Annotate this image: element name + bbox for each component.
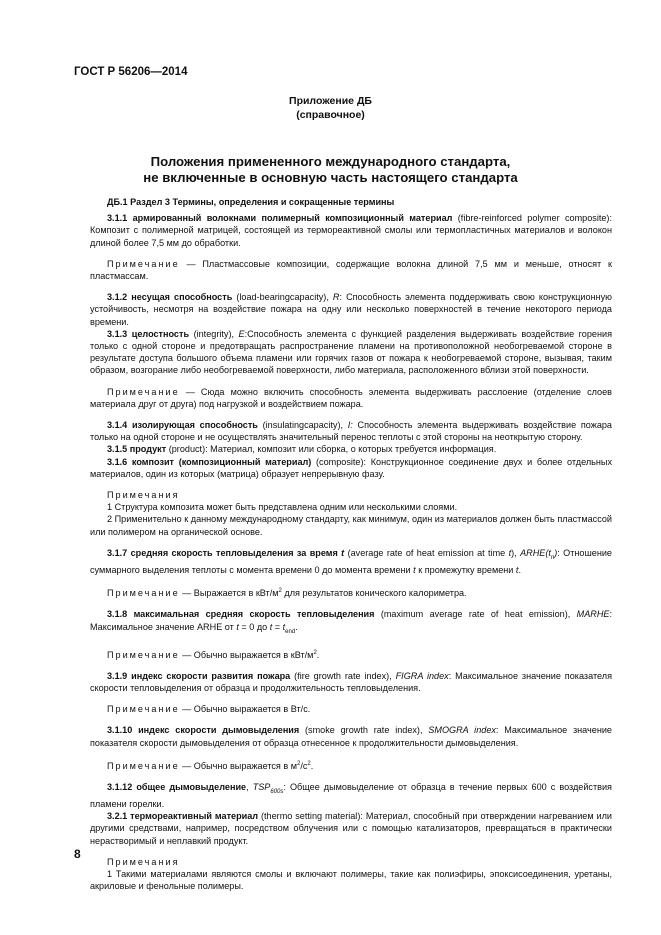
term-3-1-9 <box>90 670 612 694</box>
term-3-2-1 <box>90 810 612 847</box>
term-symbol: t <box>236 621 239 632</box>
note-sup: 2 <box>278 588 282 595</box>
term-sub: 600s <box>270 788 284 795</box>
note-text: . <box>310 760 314 771</box>
note-text: — Обычно выражается в м <box>179 760 297 771</box>
term-3-1-7 <box>90 547 612 576</box>
term-3-1-10 <box>90 724 612 748</box>
term-text: : Способность элемента поддерживать свою конструкционную устойчивость, несмотря на воздействие пожара на одну или несколько поверхностей в течение некоторого периода времени. <box>90 292 612 327</box>
term-text: (thermo setting material): Материал, способный при отверждении нагреванием или другими средствами, например, посредством облучения или с помощью катализаторов, превращаться в практически нерастворимый и неплавкий продукт. <box>90 811 612 846</box>
term-3-1-1 <box>90 212 612 249</box>
title-line-2: не включенные в основную часть настоящего стандарта <box>143 170 518 185</box>
notes-label: Примечания <box>107 856 180 867</box>
note-3-1-7 <box>90 585 612 599</box>
term-symbol: E <box>238 328 245 339</box>
term-3-1-2 <box>90 291 612 328</box>
term-name: 3.1.8 максимальная средняя скорость тепловыделения <box>107 609 375 620</box>
term-3-1-12 <box>90 781 612 810</box>
note-3-1-9 <box>90 703 612 715</box>
term-name: 3.1.6 композит (композиционный материал) <box>107 456 312 467</box>
term-symbol: t <box>508 547 512 558</box>
term-text: (product): Материал, композит или сборка, о которых требуется информация. <box>166 444 497 455</box>
note-3-1-10 <box>90 758 612 772</box>
note-3-1-1 <box>90 258 612 282</box>
note-text: . <box>316 649 320 660</box>
term-3-1-8 <box>90 608 612 637</box>
term-name: 3.1.5 продукт <box>107 444 167 455</box>
term-text: :Способность элемента с функцией разделения выдерживать воздействие горения только с одной стороне и предотвращать распространение пламени на противоположной необогреваемой стороне в результате доступа большого объема пламени или горячих газов от пожара к необогреваемой стороне, вызывая, таким образом, возгорание либо необогреваемой поверхности, либо материала, расположенного вблизи этой поверхности. <box>90 328 612 376</box>
term-text: к промежутку времени <box>415 564 516 575</box>
note-label: Примечание <box>107 386 180 397</box>
notes-label: Примечания <box>107 490 180 501</box>
title-line-1: Положения примененного международного стандарта, <box>150 154 511 169</box>
term-text: : Максимальное значение ARHE от <box>90 609 613 632</box>
term-text: = 0 до <box>238 621 270 632</box>
term-end: . <box>295 621 298 632</box>
term-name: 3.1.12 общее дымовыделение <box>107 782 247 793</box>
annex-title: Приложение ДБ <box>289 95 372 107</box>
term-symbol: I: <box>347 420 353 431</box>
term-sep: , <box>246 782 253 793</box>
note-3-1-3 <box>90 386 612 410</box>
note-sup: 2 <box>297 760 301 767</box>
note-text: /с <box>300 760 308 771</box>
term-text: : Максимальное значение показателя скорости дымовыделения от образца отнесенное к продолжительности дымовыделения. <box>90 725 612 748</box>
term-text: (fibre-reinforced polymer composite): Композит с полимерной матрицей, состоящей из термореактивной смолы или термопластичных материалов и волокон длиной более 7,5 мм до обработки. <box>90 213 612 248</box>
note-sup: 2 <box>313 649 317 656</box>
term-text: : Отношение суммарного выделения теплоты с момента времени 0 до момента времени <box>90 547 612 575</box>
section-heading: ДБ.1 Раздел 3 Термины, определения и сокращенные термины <box>107 197 395 207</box>
term-symbol: t <box>282 621 286 632</box>
term-symbol: t <box>515 564 519 575</box>
term-english: ), <box>511 547 521 558</box>
term-3-1-5 <box>90 443 612 455</box>
term-name: 3.1.1 армированный волокнами полимерный композиционный материал <box>107 213 453 224</box>
term-text: = <box>272 621 283 632</box>
term-abbr: FIGRA index <box>395 670 449 681</box>
term-abbr-sub: n <box>550 554 555 561</box>
note-label: Примечание <box>107 649 180 660</box>
note-label: Примечание <box>107 760 180 771</box>
note-label: Примечание <box>107 704 180 715</box>
term-abbr-end: ) <box>554 547 558 558</box>
note-label: Примечание <box>107 258 180 269</box>
term-text: Способность элемента выдерживать воздействие пожара только на одной стороне и не осуществлять значительный перенос теплоты с этой стороны на неоткрытую сторону. <box>90 420 612 443</box>
notes-3-2-1-label <box>90 856 612 868</box>
notes-3-1-6-label <box>90 489 612 501</box>
term-english: (average rate of heat emission at time <box>344 547 509 558</box>
term-symbol: t <box>413 564 416 575</box>
note-item: 1 Структура композита может быть представлена одним или несколькими слоями. <box>107 502 458 513</box>
term-symbol: R <box>332 292 340 303</box>
term-end: . <box>518 564 521 575</box>
term-name: 3.1.3 целостность <box>107 328 190 339</box>
term-abbr: MARHE <box>576 609 610 620</box>
term-text: : Максимальное значение показателя скорости тепловыделения от образца и продолжительность тепловыделения. <box>90 670 612 693</box>
term-abbr: SMOGRA index <box>428 725 496 736</box>
document-body <box>90 196 612 892</box>
term-english: (load-bearingcapacity), <box>232 292 333 303</box>
term-symbol: t <box>341 547 345 558</box>
note-3-1-8 <box>90 647 612 661</box>
note-item: 1 Такими материалами являются смолы и включают полимеры, такие как полиэфиры, эпоксисоединения, уретаны, акриловые и фенольные полимеры. <box>90 869 612 892</box>
term-3-1-3 <box>90 328 612 377</box>
term-name: 3.1.9 индекс скорости развития пожара <box>107 670 291 681</box>
note-sup: 2 <box>307 760 311 767</box>
document-title <box>0 154 661 186</box>
page-number: 8 <box>74 847 81 861</box>
term-text: : Общее дымовыделение от образца в течение первых 600 с воздействия пламени горелки. <box>90 782 612 810</box>
term-sub: end <box>285 628 296 635</box>
term-name: 3.1.4 изолирующая способность <box>107 420 258 431</box>
note-label: Примечание <box>107 588 180 599</box>
term-english: (maximum average rate of heat emission), <box>374 609 577 620</box>
note-text: — Сюда можно включить способность элемента выдерживать расслоение (отделение слоев материала друг от друга) под нагрузкой и воздействием пожара. <box>90 386 612 409</box>
note-text: — Пластмассовые композиции, содержащие волокна длиной 7,5 мм и меньше, относят к пластмассам. <box>90 258 612 282</box>
term-symbol: t <box>269 621 273 632</box>
annex-type: (справочное) <box>296 109 365 121</box>
term-english: (insulatingcapacity), <box>257 420 348 431</box>
term-abbr: TSP <box>252 782 271 793</box>
term-english: (integrity), <box>189 328 239 339</box>
note-item: 2 Применительно к данному международному стандарту, как минимум, один из материалов должен быть пластмассой или полимером на органической основе. <box>90 514 612 537</box>
note-text: — Обычно выражается в кВт/м <box>179 649 314 660</box>
note-text: для результатов конического калориметра. <box>281 588 467 599</box>
term-3-1-4 <box>90 419 612 443</box>
term-abbr: ARHE(t <box>520 547 551 558</box>
note-text: — Обычно выражается в Вт/с. <box>179 704 311 715</box>
term-name: 3.1.2 несущая способность <box>107 292 233 303</box>
note-text: — Выражается в кВт/м <box>179 588 279 599</box>
term-text: (composite): Конструкционное соединение двух и более отдельных материалов, один из которых (матрица) образует непрерывную фазу. <box>90 456 612 479</box>
term-name: 3.2.1 термореактивный материал <box>107 811 259 822</box>
term-3-1-6 <box>90 456 612 480</box>
term-name: 3.1.10 индекс скорости дымовыделения <box>107 725 300 736</box>
term-english: (smoke growth rate index), <box>299 725 429 736</box>
annex-heading <box>0 94 661 122</box>
term-english: (fire growth rate index), <box>290 670 396 681</box>
term-name: 3.1.7 средняя скорость тепловыделения за время <box>107 547 342 558</box>
standard-header: ГОСТ Р 56206—2014 <box>74 66 188 78</box>
